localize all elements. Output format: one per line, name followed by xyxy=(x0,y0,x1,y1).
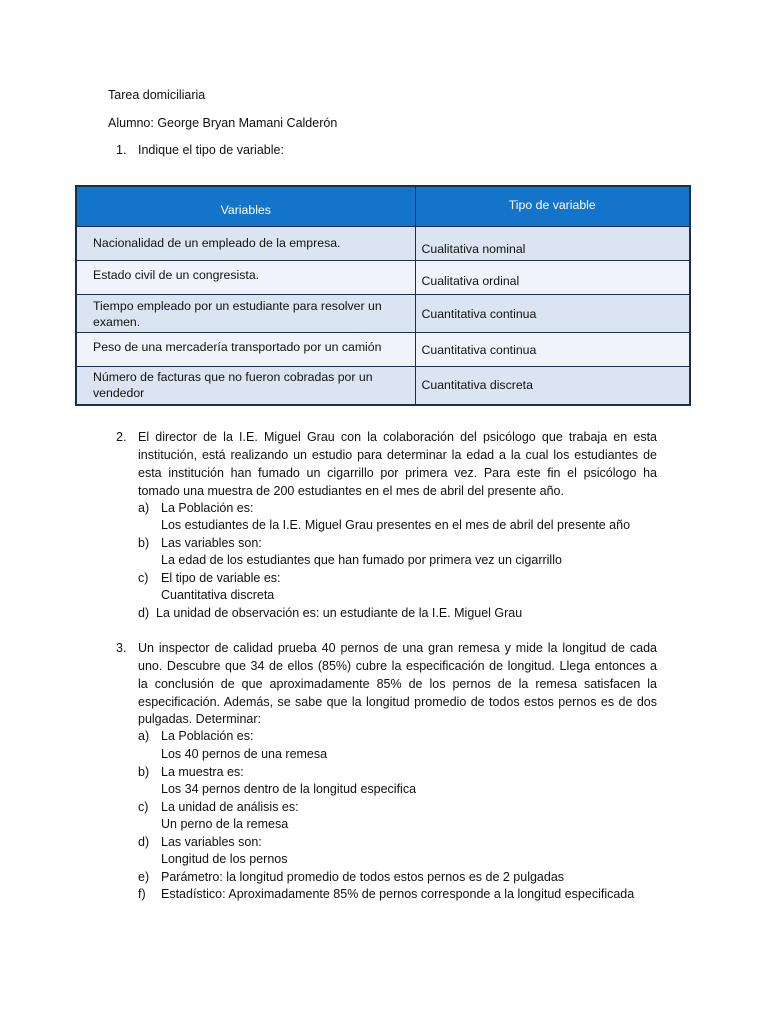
question-3-line: pulgadas. Determinar: xyxy=(138,712,261,726)
q3-item-a-answer: Los 40 pernos de una remesa xyxy=(161,747,328,761)
column-header-type: Tipo de variable xyxy=(415,186,690,227)
table-row xyxy=(76,227,690,261)
table-header-row xyxy=(76,186,690,227)
question-2-number: 2. xyxy=(116,430,127,444)
variable-cell: Tiempo empleado por un estudiante para resolver un examen. xyxy=(76,295,415,333)
question-3-number: 3. xyxy=(116,641,127,655)
table-row xyxy=(76,333,690,367)
question-2-line: El director de la I.E. Miguel Grau con la colaboración del psicólogo que trabaja en esta xyxy=(138,430,657,444)
student-name: Alumno: George Bryan Mamani Calderón xyxy=(108,116,338,130)
q2-item-b-answer: La edad de los estudiantes que han fumado por primera vez un cigarrillo xyxy=(161,553,562,567)
type-cell: Cualitativa nominal xyxy=(415,227,690,261)
q2-item-a-letter: a) xyxy=(138,501,150,515)
q3-item-b-answer: Los 34 pernos dentro de la longitud especifica xyxy=(161,782,417,796)
question-2-line: institución, está realizando un estudio para determinar la edad a la cual los estudiantes de xyxy=(138,448,657,462)
q2-item-a-answer: Los estudiantes de la I.E. Miguel Grau presentes en el mes de abril del presente año xyxy=(161,518,631,532)
q3-item-e-letter: e) xyxy=(138,870,150,884)
question-3-line: la conclusión de que aproximadamente 85% de los pernos de la remesa satisfacen la xyxy=(138,677,657,691)
column-header-variables: Variables xyxy=(76,186,415,227)
question-1-number: 1. xyxy=(116,143,127,157)
q3-item-d-letter: d) xyxy=(138,835,150,849)
type-cell: Cualitativa ordinal xyxy=(415,261,690,295)
q2-item-a-label: La Población es: xyxy=(161,501,254,515)
q2-item-d-letter: d) xyxy=(138,606,150,620)
q3-item-c-answer: Un perno de la remesa xyxy=(161,817,289,831)
question-3-line: Un inspector de calidad prueba 40 pernos de una gran remesa y mide la longitud de cada xyxy=(138,641,657,655)
variable-cell: Peso de una mercadería transportado por un camión xyxy=(76,333,415,367)
q3-item-a-label: La Población es: xyxy=(161,729,254,743)
q3-item-a-letter: a) xyxy=(138,729,150,743)
table-row xyxy=(76,261,690,295)
q2-item-b-label: Las variables son: xyxy=(161,536,262,550)
question-2-line: esta institución han fumado un cigarrillo por primera vez. Para este fin el psicólogo ha xyxy=(138,466,657,480)
question-3-line: especificación. Además, se sabe que la longitud promedio de todos estos pernos es de dos xyxy=(138,695,657,709)
table-row xyxy=(76,367,690,405)
q3-item-c-label: La unidad de análisis es: xyxy=(161,800,299,814)
document-title: Tarea domiciliaria xyxy=(108,88,206,102)
q3-item-d-answer: Longitud de los pernos xyxy=(161,852,288,866)
q2-item-b-letter: b) xyxy=(138,536,150,550)
q2-item-d-label: La unidad de observación es: un estudiante de la I.E. Miguel Grau xyxy=(156,606,523,620)
question-2-line: tomado una muestra de 200 estudiantes en el mes de abril del presente año. xyxy=(138,484,564,498)
type-cell: Cuantitativa discreta xyxy=(415,367,690,405)
variable-cell: Nacionalidad de un empleado de la empresa. xyxy=(76,227,415,261)
variable-types-table xyxy=(75,185,691,406)
q3-item-b-letter: b) xyxy=(138,765,150,779)
type-cell: Cuantitativa continua xyxy=(415,333,690,367)
q3-item-f-label: Estadístico: Aproximadamente 85% de pernos corresponde a la longitud especificada xyxy=(161,887,635,901)
table-row xyxy=(76,295,690,333)
q3-item-f-letter: f) xyxy=(138,887,146,901)
q3-item-c-letter: c) xyxy=(138,800,149,814)
variable-cell: Estado civil de un congresista. xyxy=(76,261,415,295)
question-3-line: uno. Descubre que 34 de ellos (85%) cubre la especificación de longitud. Llega entonces a xyxy=(138,659,657,673)
q3-item-b-label: La muestra es: xyxy=(161,765,244,779)
q2-item-c-label: El tipo de variable es: xyxy=(161,571,281,585)
q2-item-c-answer: Cuantitativa discreta xyxy=(161,588,275,602)
type-cell: Cuantitativa continua xyxy=(415,295,690,333)
q2-item-c-letter: c) xyxy=(138,571,149,585)
q3-item-e-label: Parámetro: la longitud promedio de todos estos pernos es de 2 pulgadas xyxy=(161,870,565,884)
variable-cell: Número de facturas que no fueron cobradas por un vendedor xyxy=(76,367,415,405)
q3-item-d-label: Las variables son: xyxy=(161,835,262,849)
question-1-prompt: Indique el tipo de variable: xyxy=(138,143,284,157)
